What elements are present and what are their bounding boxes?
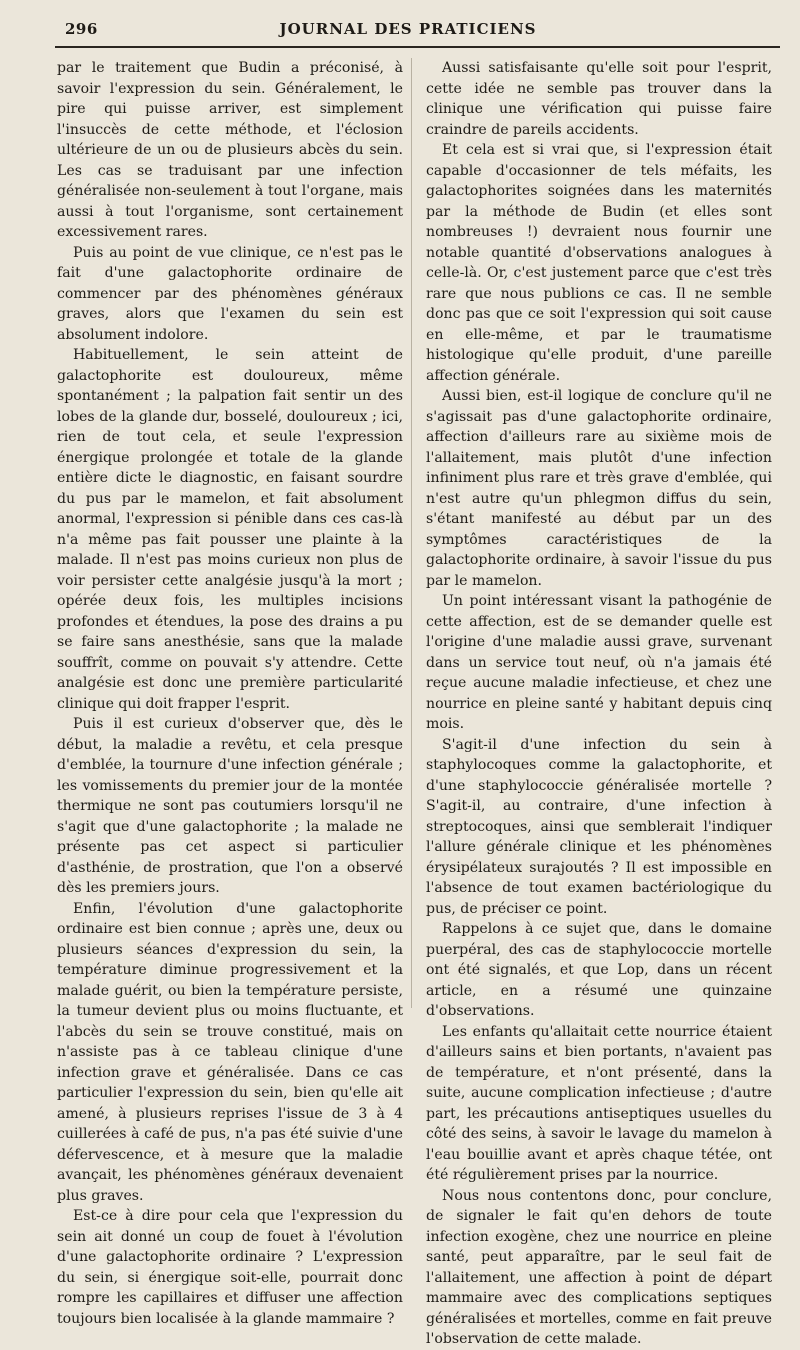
left-column <box>57 58 403 1327</box>
paragraph: Habituellement, le sein atteint de galactophorite est douloureux, même spontanément ; la palpation fait sentir un des lobes de la glande dur, bosselé, douloureux ; ici, rien de tout cela, et seule l'expression énergique prolongée et totale de la glande entière dicte le diagnostic, en faisant sourdre du pus par le mamelon, et fait absolument anormal, l'expression si pénible dans ces cas-là n'a même pas fait pousser une plainte à la malade. Il n'est pas moins curieux non plus de voir persister cette analgésie jusqu'à la mort ; opérée deux fois, les multiples incisions profondes et étendues, la pose des drains a pu se faire sans anesthésie, sans que la malade souffrît, comme on pouvait s'y attendre. Cette analgésie est donc une première particularité clinique qui doit frapper l'esprit. <box>57 347 403 712</box>
paragraph: Aussi satisfaisante qu'elle soit pour l'esprit, cette idée ne semble pas trouver dans la clinique une vérification qui puisse faire craindre de pareils accidents. <box>426 60 772 138</box>
paragraph: Nous nous contentons donc, pour conclure, de signaler le fait qu'en dehors de toute infection exogène, chez une nourrice en pleine santé, peut apparaître, par le seul fait de l'allaitement, une affection à point de départ mammaire avec des complications septiques généralisées et mortelles, comme en fait preuve l'observation de cette malade. <box>426 1187 772 1347</box>
paragraph: par le traitement que Budin a préconisé, à savoir l'expression du sein. Généralement, le pire qui puisse arriver, est simplement l'insuccès de cette méthode, et l'éclosion ultérieure de un ou de plusieurs abcès du sein. Les cas se traduisant par une infection généralisée non-seulement à tout l'organe, mais aussi à tout l'organisme, sont certainement excessivement rares. <box>57 60 403 240</box>
paragraph: Aussi bien, est-il logique de conclure qu'il ne s'agissait pas d'une galactophorite ordinaire, affection d'ailleurs rare au sixième mois de l'allaitement, mais plutôt d'une infection infiniment plus rare et très grave d'emblée, qui n'est autre qu'un phlegmon diffus du sein, s'étant manifesté au début par un des symptômes caractéristiques de la galactophorite ordinaire, à savoir l'issue du pus par le mamelon. <box>426 388 772 589</box>
right-column <box>426 58 772 1347</box>
paragraph: Un point intéressant visant la pathogénie de cette affection, est de se demander quelle est l'origine d'une maladie aussi grave, survenant dans un service tout neuf, où n'a jamais été reçue aucune maladie infectieuse, et chez une nourrice en pleine santé y habitant depuis cinq mois. <box>426 593 772 732</box>
header-rule <box>55 46 780 48</box>
page-header <box>38 20 778 44</box>
paragraph: Les enfants qu'allaitait cette nourrice étaient d'ailleurs sains et bien portants, n'avaient pas de température, et n'ont présenté, dans la suite, aucune complication infectieuse ; d'autre part, les précautions antiseptiques usuelles du côté des seins, à savoir le lavage du mamelon à l'eau bouillie avant et après chaque tétée, ont été régulièrement prises par la nourrice. <box>426 1023 772 1183</box>
page-number: 296 <box>65 20 98 38</box>
paragraph: Puis au point de vue clinique, ce n'est pas le fait d'une galactophorite ordinaire de commencer par des phénomènes généraux graves, alors que l'examen du sein est absolument indolore. <box>57 244 403 343</box>
paragraph: Et cela est si vrai que, si l'expression était capable d'occasionner de tels méfaits, les galactophorites soignées dans les maternités par la méthode de Budin (et elles sont nombreuses !) devraient nous fournir une notable quantité d'observations analogues à celle-là. Or, c'est justement parce que c'est très rare que nous publions ce cas. Il ne semble donc pas que ce soit l'expression qui soit cause en elle-même, et par le traumatisme histologique qu'elle produit, d'une pareille affection générale. <box>426 142 772 384</box>
paragraph: S'agit-il d'une infection du sein à staphylocoques comme la galactophorite, et d'une staphylococcie généralisée mortelle ? S'agit-il, au contraire, d'une infection à streptocoques, ainsi que semblerait l'indiquer l'allure générale clinique et les phénomènes érysipélateux surajoutés ? Il est impossible en l'absence de tout examen bactériologique du pus, de préciser ce point. <box>426 736 772 917</box>
column-divider <box>411 58 412 1008</box>
paragraph: Enfin, l'évolution d'une galactophorite ordinaire est bien connue ; après une, deux ou plusieurs séances d'expression du sein, la température diminue progressivement et la malade guérit, ou bien la température persiste, la tumeur devient plus ou moins fluctuante, et l'abcès du sein se trouve constitué, mais on n'assiste pas à ce tableau clinique d'une infection grave et généralisée. Dans ce cas particulier l'expression du sein, bien qu'elle ait amené, à plusieurs reprises l'issue de 3 à 4 cuillerées à café de pus, n'a pas été suivie d'une défervescence, et à mesure que la maladie avançait, les phénomènes généraux devenaient plus graves. <box>57 900 403 1204</box>
paragraph: Est-ce à dire pour cela que l'expression du sein ait donné un coup de fouet à l'évolution d'une galactophorite ordinaire ? L'expression du sein, si énergique soit-elle, pourrait donc rompre les capillaires et diffuser une affection toujours bien localisée à la glande mammaire ? <box>57 1208 403 1327</box>
journal-title: JOURNAL DES PRATICIENS <box>279 20 537 38</box>
paragraph: Puis il est curieux d'observer que, dès le début, la maladie a revêtu, et cela presque d'emblée, la tournure d'une infection générale ; les vomissements du premier jour de la montée thermique ne sont pas coutumiers lorsqu'il ne s'agit que d'une galactophorite ; la malade ne présente pas cet aspect si particulier d'asthénie, de prostration, que l'on a observé dès les premiers jours. <box>57 716 403 896</box>
paragraph: Rappelons à ce sujet que, dans le domaine puerpéral, des cas de staphylococcie mortelle ont été signalés, et que Lop, dans un récent article, en a résumé une quinzaine d'observations. <box>426 921 772 1019</box>
